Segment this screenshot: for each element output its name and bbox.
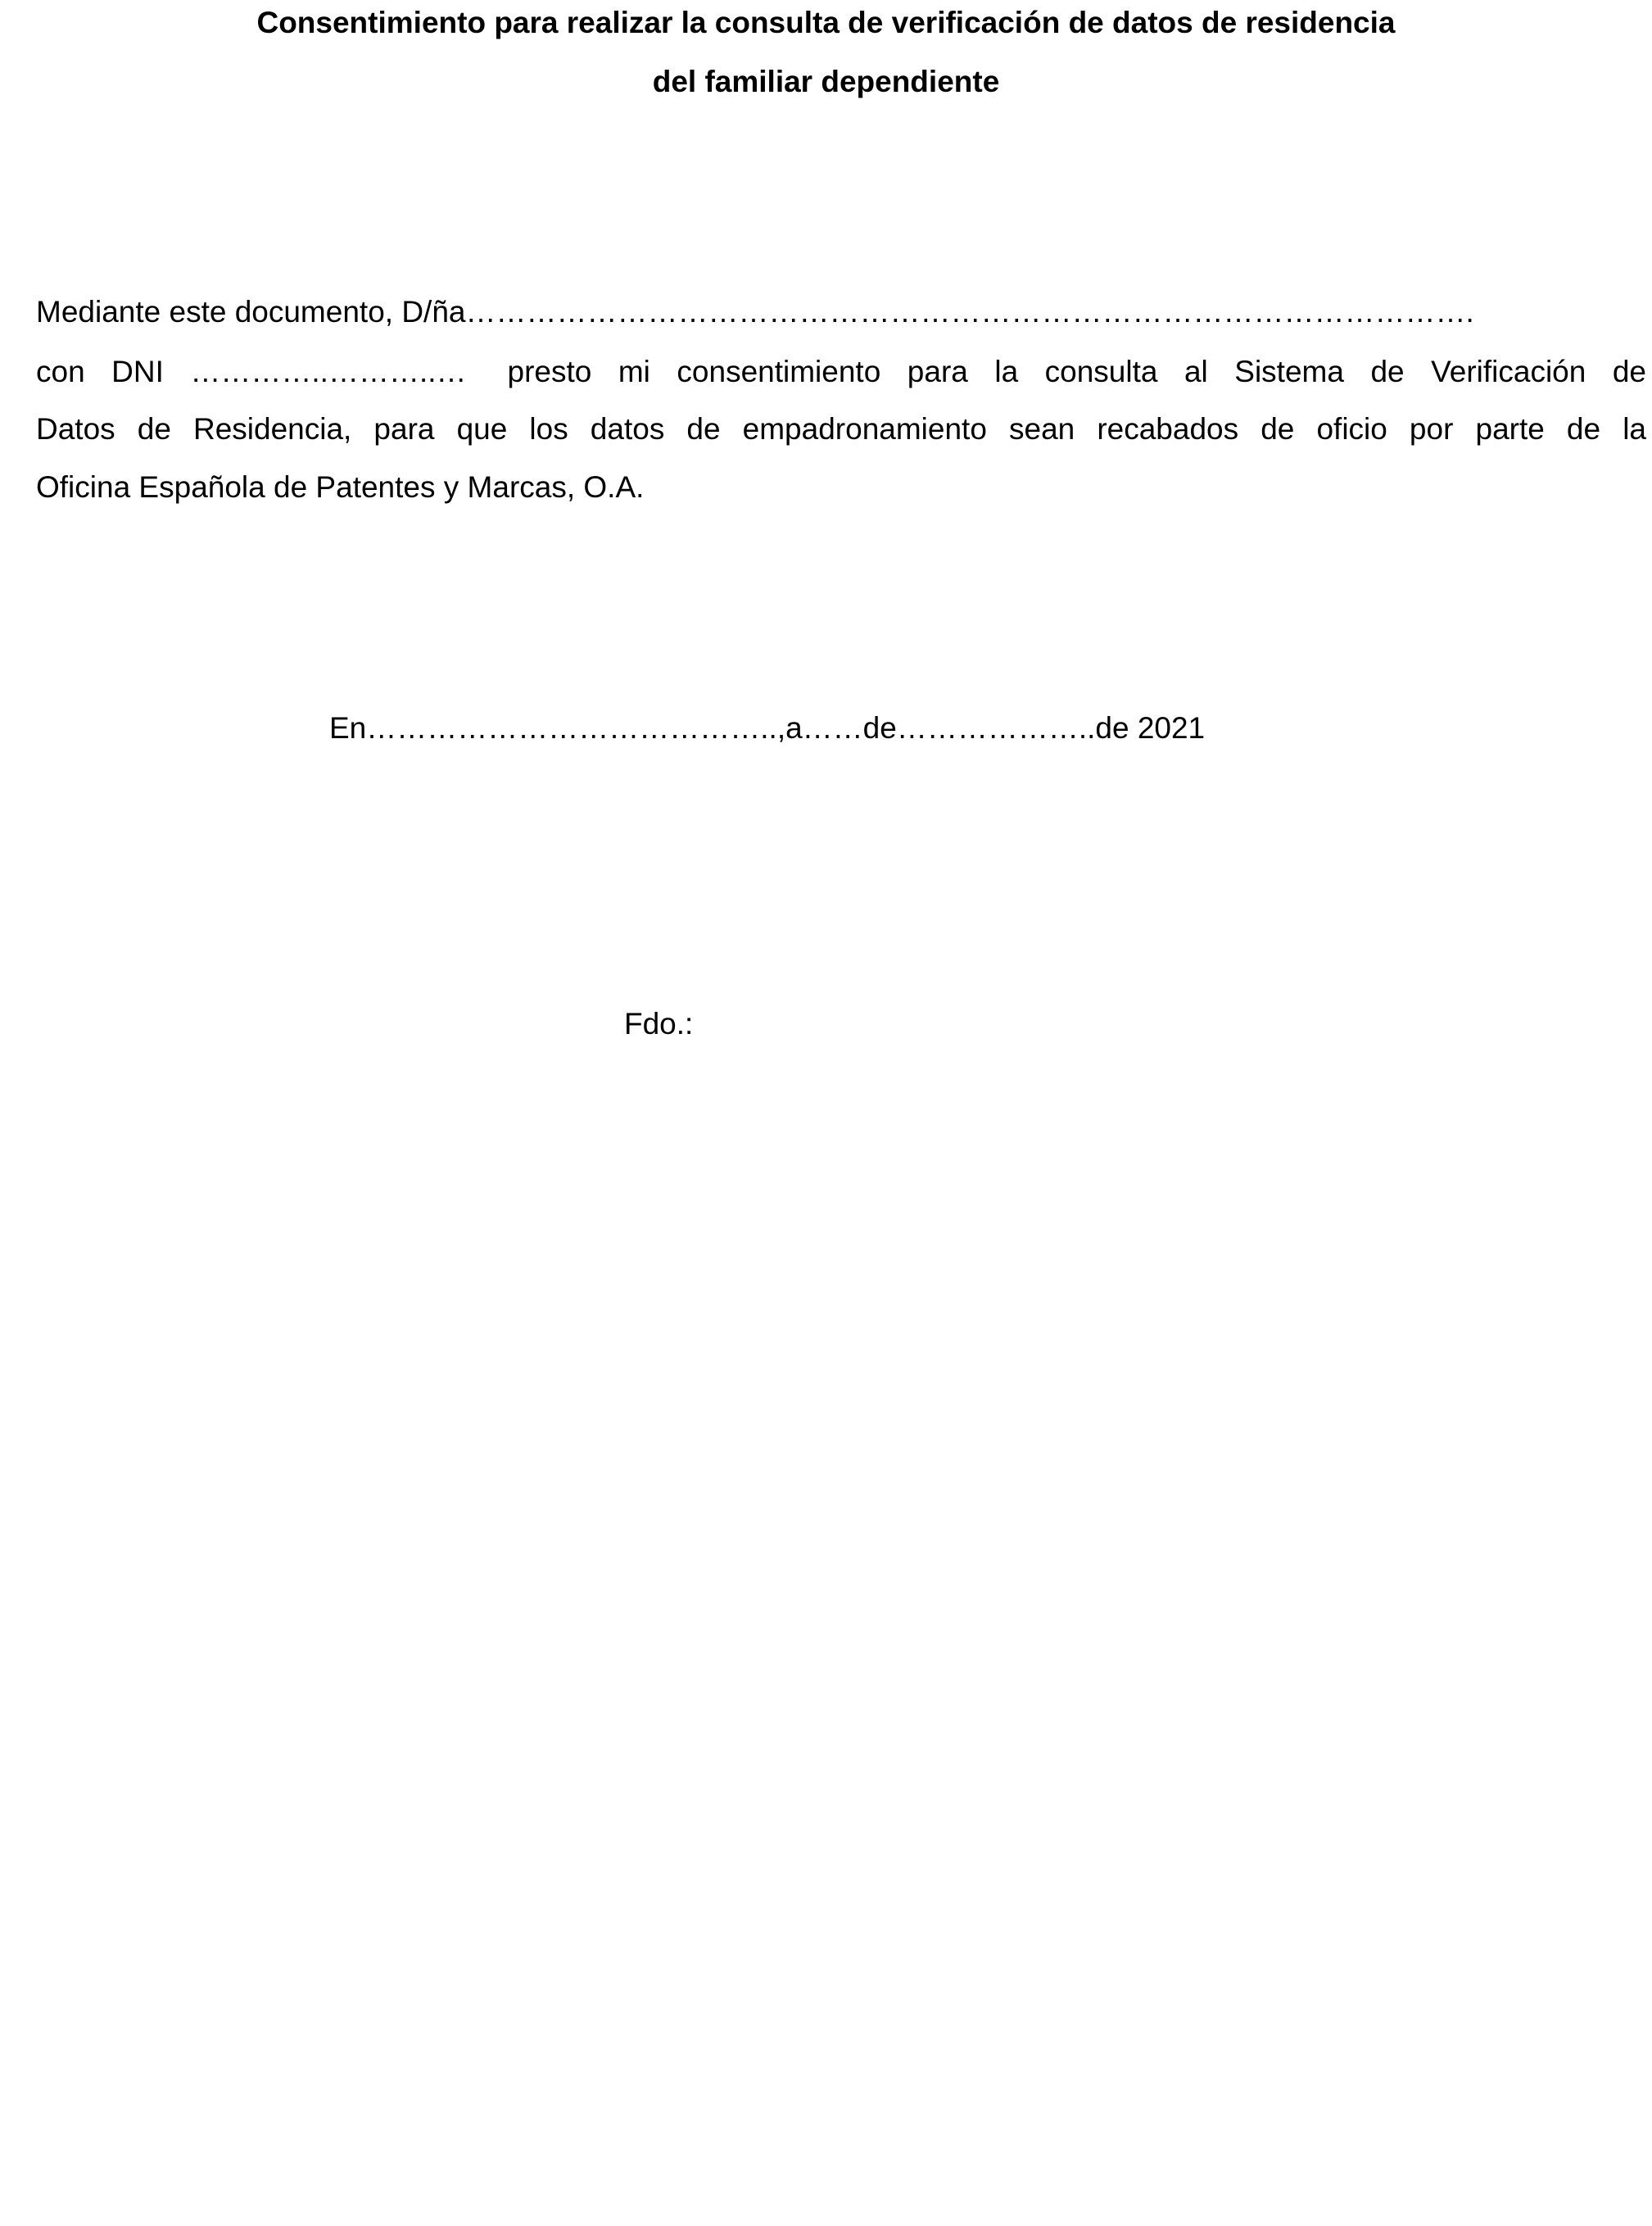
dni-field: con DNI …………..………..…: [36, 355, 467, 388]
place-date-text: En…………………………………..,a……de………………..de 2021: [329, 711, 1206, 745]
document-title-line-1: Consentimiento para realizar la consulta de verificación de datos de residencia: [256, 6, 1396, 39]
paragraph-line-2: [36, 356, 1646, 391]
paragraph-line-1: Mediante este documento, D/ña……………………………………………………………………………………….: [36, 295, 1474, 329]
signature-label: Fdo.:: [624, 1007, 694, 1040]
paragraph-line-3: Datos de Residencia, para que los datos de empadronamiento sean recabados de oficio por parte de la: [36, 412, 1646, 446]
paragraph-line-2-text: presto mi consentimiento para la consulta al Sistema de Verificación de: [507, 355, 1646, 388]
paragraph-line-4: Oficina Española de Patentes y Marcas, O.A.: [36, 470, 645, 504]
document-title-line-2: del familiar dependiente: [652, 65, 1000, 98]
